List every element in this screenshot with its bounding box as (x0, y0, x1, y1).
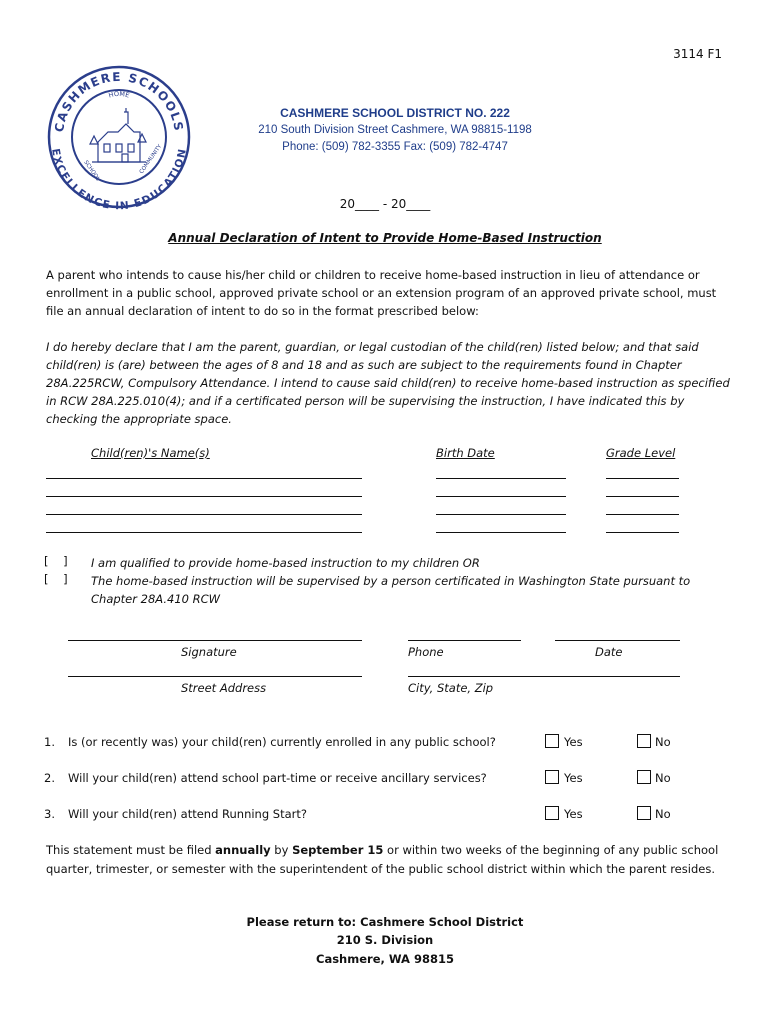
question-3-number: 3. (44, 807, 55, 821)
signature-label: Signature (181, 645, 237, 659)
question-2-text: Will your child(ren) attend school part-time or receive ancillary services? (68, 771, 487, 785)
header-children-names: Child(ren)'s Name(s) (91, 446, 210, 460)
question-1-no-checkbox[interactable] (637, 734, 651, 748)
birth-date-line-3[interactable] (436, 514, 566, 515)
question-3-text: Will your child(ren) attend Running Start? (68, 807, 308, 821)
question-2-yes-checkbox[interactable] (545, 770, 559, 784)
street-address-line[interactable] (68, 676, 362, 677)
grade-level-line-1[interactable] (606, 478, 679, 479)
filing-statement: This statement must be filed annually by September 15 or within two weeks of the beginning of any public school quarter, trimester, or semester with the superintendent of the public school district within which the parent resides. (46, 843, 719, 876)
form-id: 3114 F1 (673, 47, 722, 61)
question-3-yes-checkbox[interactable] (545, 806, 559, 820)
year-range-field[interactable]: 20____ - 20____ (339, 197, 431, 211)
question-2-number: 2. (44, 771, 55, 785)
phone-label: Phone (408, 645, 444, 659)
question-1-no-label: No (655, 735, 671, 749)
filing-deadline-emphasis: September 15 (292, 843, 384, 857)
district-address: 210 South Division Street Cashmere, WA 98815-1198 (258, 124, 532, 136)
declaration-paragraph: I do hereby declare that I am the parent, guardian, or legal custodian of the child(ren) listed below; and that said child(ren) is (are) between the ages of 8 and 18 and as such are subject to the requirements found in Chapter 28A.225RCW, Compulsory Attendance. I intend to cause said child(ren) to receive home-based instruction as specified in RCW 28A.225.010(4); and if a certificated person will be supervising the instruction, I have indicated this by checking the appropriate space. (46, 340, 730, 426)
child-name-line-2[interactable] (46, 496, 362, 497)
return-address-line-3: Cashmere, WA 98815 (316, 952, 454, 966)
child-name-line-1[interactable] (46, 478, 362, 479)
return-address-line-1: Please return to: Cashmere School District (246, 915, 524, 929)
question-2-yes-label: Yes (564, 771, 583, 785)
filing-annually-emphasis: annually (215, 843, 271, 857)
date-label: Date (595, 645, 623, 659)
birth-date-line-2[interactable] (436, 496, 566, 497)
option-qualified-label: I am qualified to provide home-based instruction to my children OR (91, 556, 480, 570)
district-logo (46, 64, 192, 210)
grade-level-line-2[interactable] (606, 496, 679, 497)
question-1-text: Is (or recently was) your child(ren) currently enrolled in any public school? (68, 735, 496, 749)
question-3-yes-label: Yes (564, 807, 583, 821)
logo-school-text: SCHOOL (82, 159, 101, 183)
phone-line[interactable] (408, 640, 521, 641)
option-supervised-label: The home-based instruction will be supervised by a person certificated in Washington State pursuant to Chapter 28A.410 RCW (91, 574, 691, 606)
logo-ring-bottom-text: EXCELLENCE IN EDUCATION (49, 147, 189, 210)
grade-level-line-4[interactable] (606, 532, 679, 533)
intro-paragraph: A parent who intends to cause his/her child or children to receive home-based instruction in lieu of attendance or enrollment in a public school, approved private school or an extension program of an approved private school, must file an annual declaration of intent to do so in the format prescribed below: (46, 268, 717, 318)
option-qualified-checkbox[interactable]: [ ] (44, 554, 68, 568)
question-3-no-checkbox[interactable] (637, 806, 651, 820)
birth-date-line-1[interactable] (436, 478, 566, 479)
grade-level-line-3[interactable] (606, 514, 679, 515)
logo-community-text: COMMUNITY (138, 143, 164, 176)
district-name: CASHMERE SCHOOL DISTRICT NO. 222 (280, 106, 510, 120)
header-birth-date: Birth Date (436, 446, 495, 460)
child-name-line-3[interactable] (46, 514, 362, 515)
question-3-no-label: No (655, 807, 671, 821)
signature-line[interactable] (68, 640, 362, 641)
question-2-no-label: No (655, 771, 671, 785)
form-title: Annual Declaration of Intent to Provide Home-Based Instruction (168, 231, 602, 245)
child-name-line-4[interactable] (46, 532, 362, 533)
date-line[interactable] (555, 640, 680, 641)
question-1-number: 1. (44, 735, 55, 749)
return-address-line-2: 210 S. Division (336, 933, 434, 947)
schoolhouse-icon (90, 108, 146, 162)
question-2-no-checkbox[interactable] (637, 770, 651, 784)
street-address-label: Street Address (181, 681, 267, 695)
header-grade-level: Grade Level (606, 446, 676, 460)
question-1-yes-checkbox[interactable] (545, 734, 559, 748)
district-phone: Phone: (509) 782-3355 Fax: (509) 782-4747 (282, 141, 508, 153)
logo-ring-top-text: CASHMERE SCHOOLS (52, 69, 186, 134)
option-supervised-checkbox[interactable]: [ ] (44, 572, 68, 586)
city-state-zip-line[interactable] (408, 676, 680, 677)
question-1-yes-label: Yes (564, 735, 583, 749)
logo-home-text: HOME (107, 89, 131, 100)
birth-date-line-4[interactable] (436, 532, 566, 533)
city-state-zip-label: City, State, Zip (408, 681, 494, 695)
